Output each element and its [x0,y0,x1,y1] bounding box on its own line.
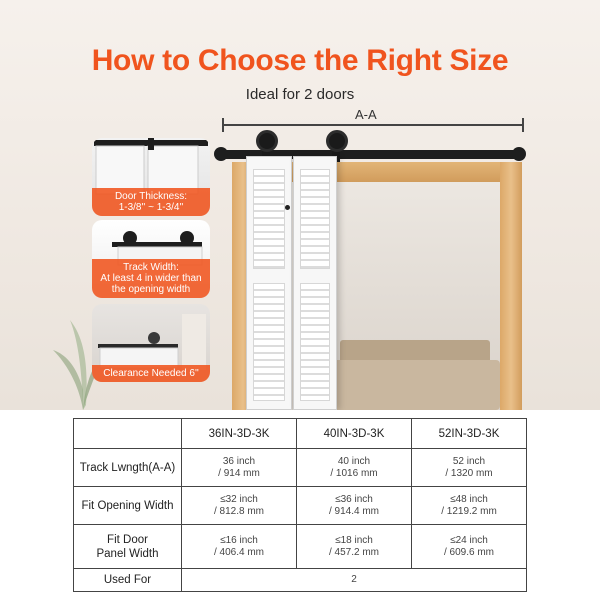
table-row [74,487,527,525]
track-stopper-right [512,147,526,161]
table-cell: 52 inch / 1320 mm [412,449,527,487]
table-cell: ≤32 inch / 812.8 mm [182,487,297,525]
table-header-row [74,419,527,449]
table-header-52in: 52IN-3D-3K [412,419,527,449]
caption-line: Track Width: [123,262,179,273]
track-width-caption [92,259,210,298]
table-row [74,525,527,569]
table-cell: 40 inch / 1016 mm [297,449,412,487]
size-table [73,418,527,592]
track-width-thumbnail [92,220,210,298]
table-cell: ≤16 inch / 406.4 mm [182,525,297,569]
table-row [74,569,527,592]
track-stopper-left [214,147,228,161]
door-frame-right [500,162,522,410]
bed [330,360,500,410]
row-label-track-length: Track Lwngth(A-A) [74,449,182,487]
table-row [74,449,527,487]
door-louver [300,283,330,401]
caption-line: Clearance Needed 6'' [103,368,199,379]
table-cell: ≤24 inch / 609.6 mm [412,525,527,569]
page-subtitle: Ideal for 2 doors [245,86,355,103]
door-thickness-thumbnail [92,138,210,216]
table-cell: ≤36 inch / 914.4 mm [297,487,412,525]
door-louver [253,283,285,401]
dimension-line [222,124,524,126]
table-cell: ≤48 inch / 1219.2 mm [412,487,527,525]
row-label-fit-opening-width: Fit Opening Width [74,487,182,525]
dimension-tick-right [522,118,524,132]
roller-wheel-icon [326,130,348,152]
dimension-label: A-A [355,107,377,122]
door-knob-icon [285,205,290,210]
door-louver [300,169,330,269]
size-comparison-table [73,418,527,592]
caption-line: At least 4 in wider than [100,273,202,284]
table-header-36in: 36IN-3D-3K [182,419,297,449]
table-cell: 36 inch / 914 mm [182,449,297,487]
page-title: How to Choose the Right Size [91,44,509,77]
door-louver [253,169,285,269]
row-label-fit-door-panel-width: Fit Door Panel Width [74,525,182,569]
clearance-caption [92,365,210,382]
bifold-door-panel-right [293,156,337,410]
bifold-door-panel-left [246,156,292,410]
roller-wheel-icon [256,130,278,152]
table-cell-merged: 2 [182,569,527,592]
clearance-thumbnail [92,304,210,382]
table-header-empty [74,419,182,449]
caption-line: 1-3/8'' ~ 1-3/4'' [118,202,184,213]
table-header-40in: 40IN-3D-3K [297,419,412,449]
table-cell: ≤18 inch / 457.2 mm [297,525,412,569]
caption-line: Door Thickness: [114,191,188,202]
caption-line: the opening width [111,284,191,295]
door-thickness-caption [92,188,210,216]
row-label-used-for: Used For [74,569,182,592]
